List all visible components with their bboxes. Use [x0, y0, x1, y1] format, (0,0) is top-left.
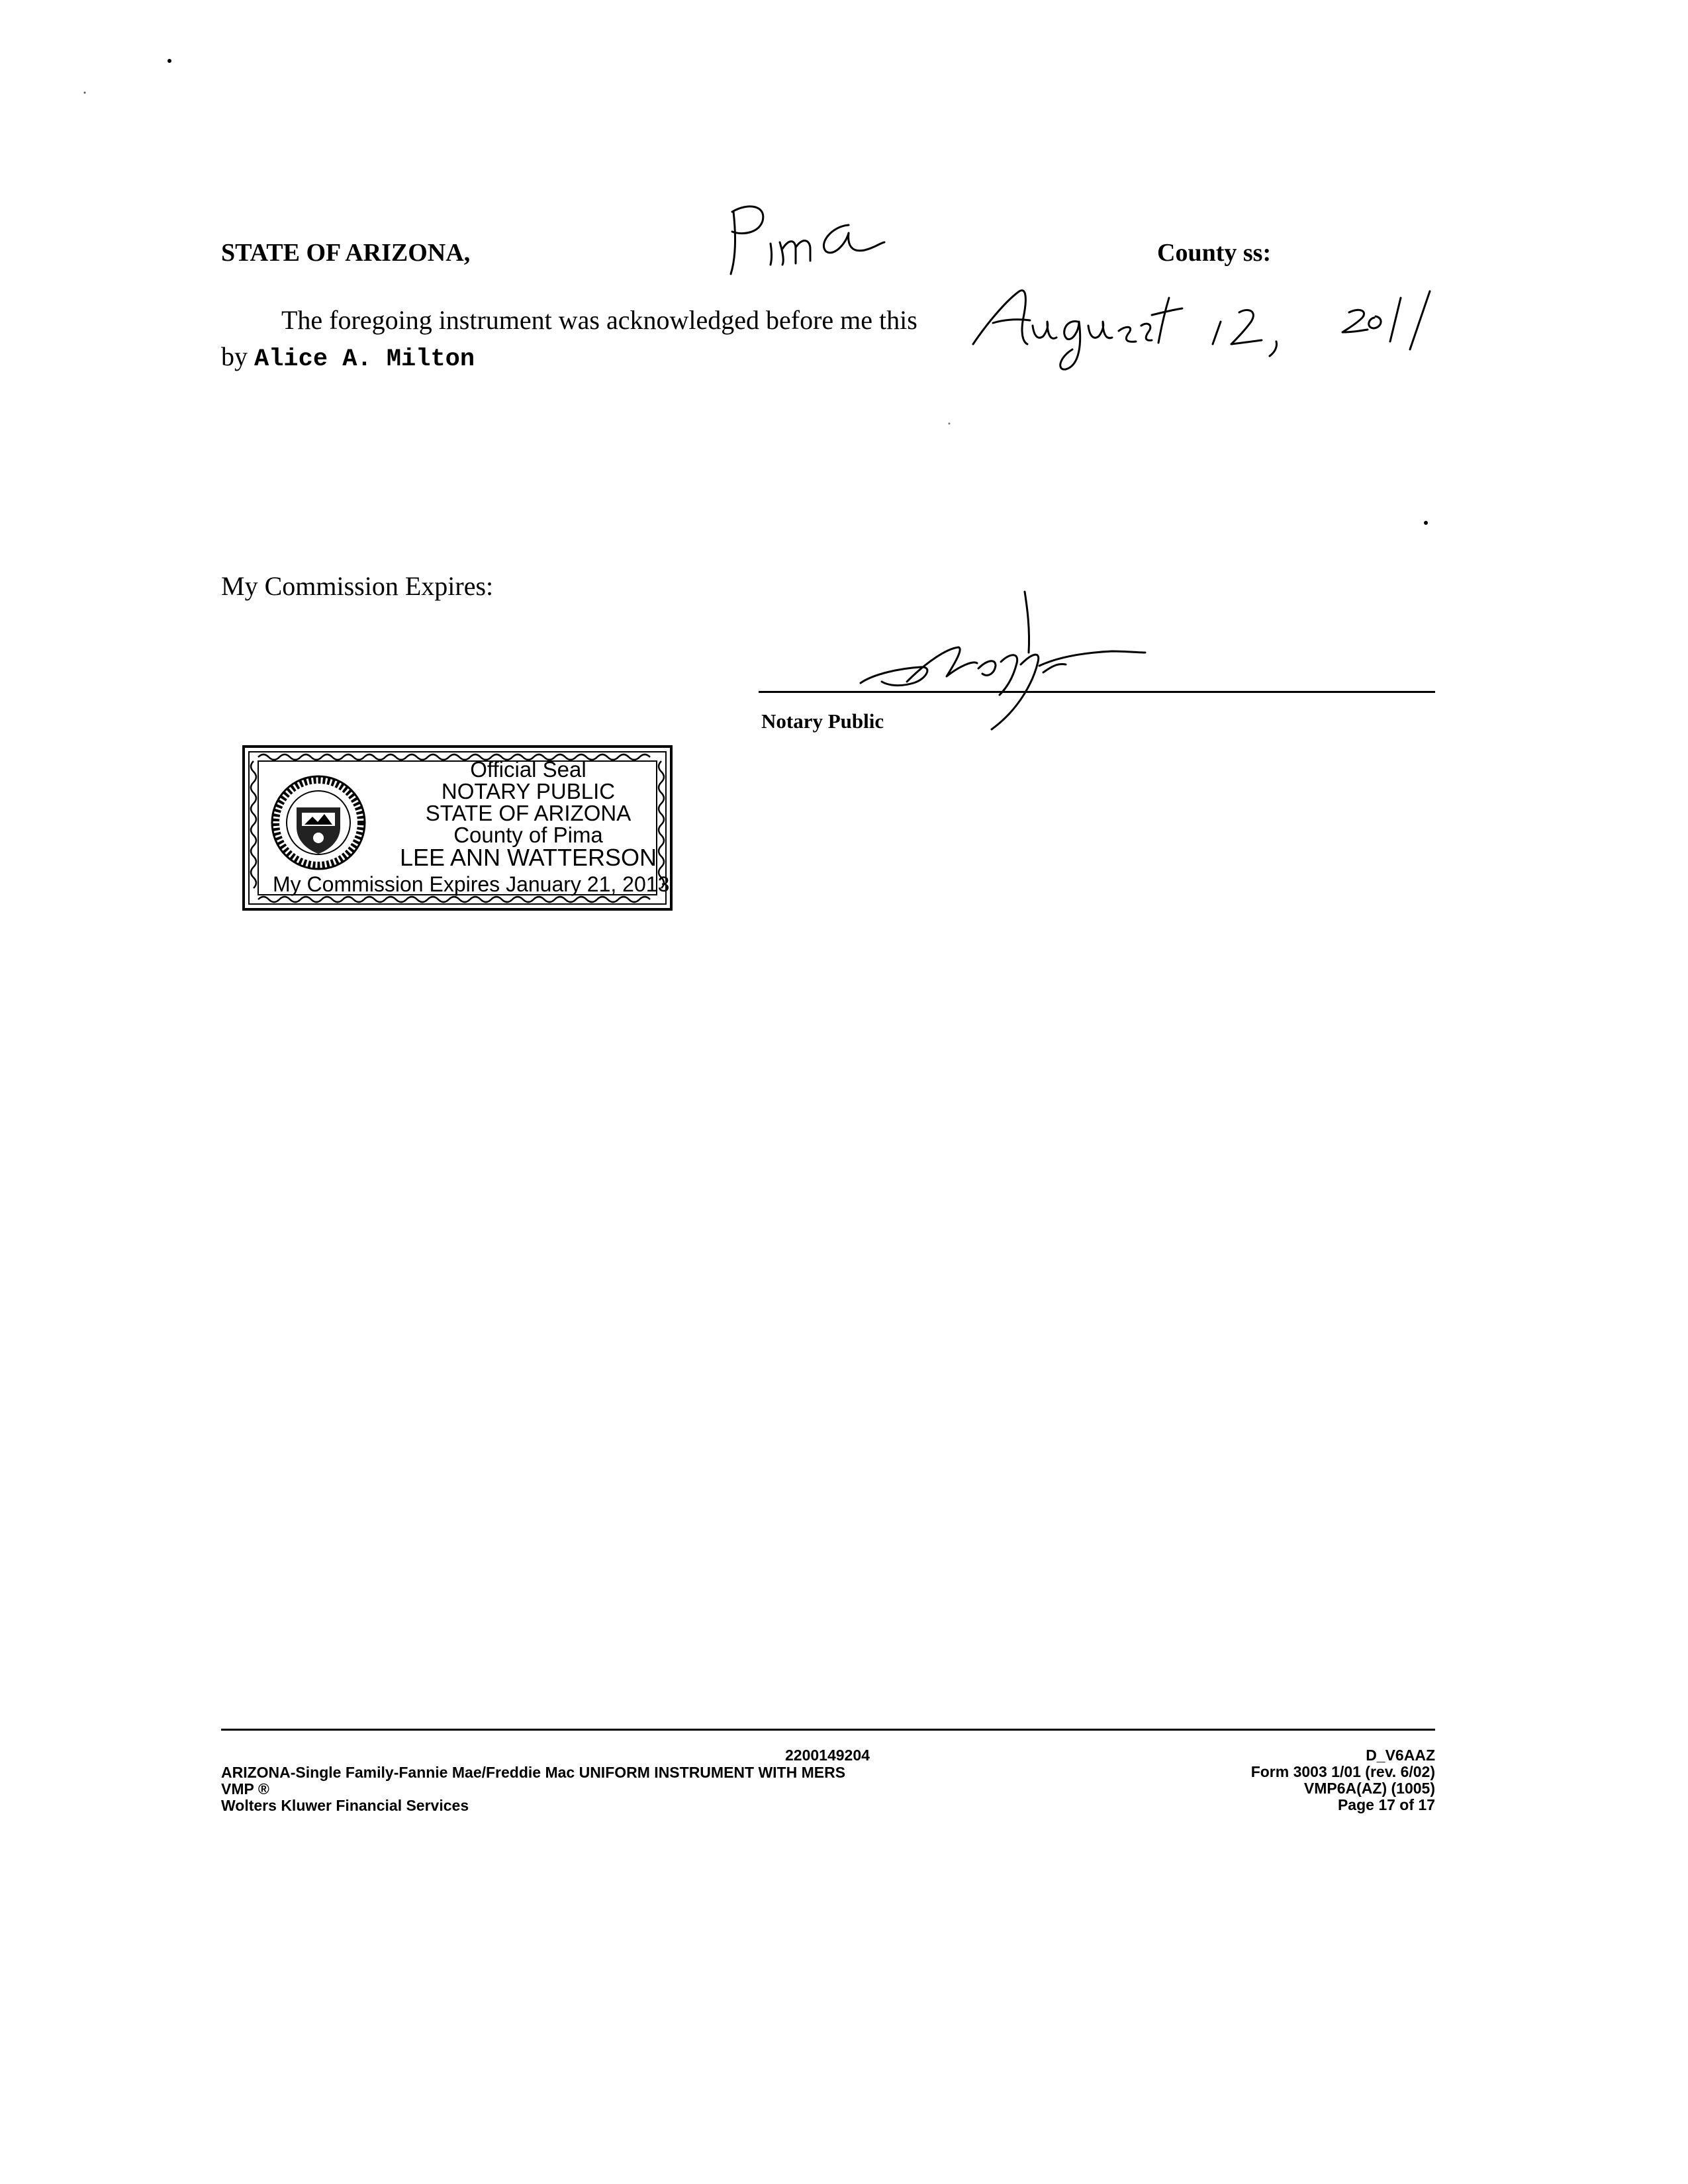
footer-form-info [1251, 1747, 1435, 1813]
acknowledgment-text: The foregoing instrument was acknowledged before me this [281, 305, 917, 335]
seal-commission-expires: My Commission Expires January 21, 2013 [273, 872, 670, 896]
handwritten-date [966, 278, 1470, 377]
footer-form-number: Form 3003 1/01 (rev. 6/02) [1250, 1763, 1435, 1780]
seal-notary-name: LEE ANN WATTERSON [399, 844, 657, 871]
arizona-state-seal-icon [270, 774, 367, 871]
state-heading: STATE OF ARIZONA, [221, 239, 471, 267]
notary-public-label: Notary Public [761, 709, 884, 733]
by-prefix: by [221, 341, 248, 371]
seal-state: STATE OF ARIZONA [425, 801, 632, 825]
footer-form-title: ARIZONA-Single Family-Fannie Mae/Freddie Mac UNIFORM INSTRUMENT WITH MERS [221, 1764, 846, 1781]
signature-line [759, 691, 1435, 693]
loan-number: 2200149204 [785, 1747, 870, 1764]
footer-vmp: VMP ® [221, 1780, 269, 1797]
footer-rule [221, 1729, 1435, 1731]
county-label: County ss: [1157, 239, 1272, 267]
seal-notary-public: NOTARY PUBLIC [441, 779, 616, 803]
seal-official-seal: Official Seal [470, 757, 586, 782]
acknowledger-name: Alice A. Milton [254, 345, 475, 373]
footer-form-description [221, 1764, 845, 1814]
footer-doc-code: D_V6AAZ [1366, 1747, 1435, 1764]
handwritten-county [702, 196, 887, 282]
acknowledged-by [221, 341, 475, 373]
footer-page-number: Page 17 of 17 [1337, 1796, 1435, 1813]
notary-signature [847, 589, 1165, 735]
footer-publisher: Wolters Kluwer Financial Services [221, 1797, 469, 1814]
footer-vmp-code: VMP6A(AZ) (1005) [1303, 1780, 1435, 1797]
seal-county: County of Pima [453, 823, 603, 847]
commission-expires-label: My Commission Expires: [221, 571, 494, 601]
seal-text [389, 758, 667, 870]
notary-seal-stamp [242, 745, 673, 911]
